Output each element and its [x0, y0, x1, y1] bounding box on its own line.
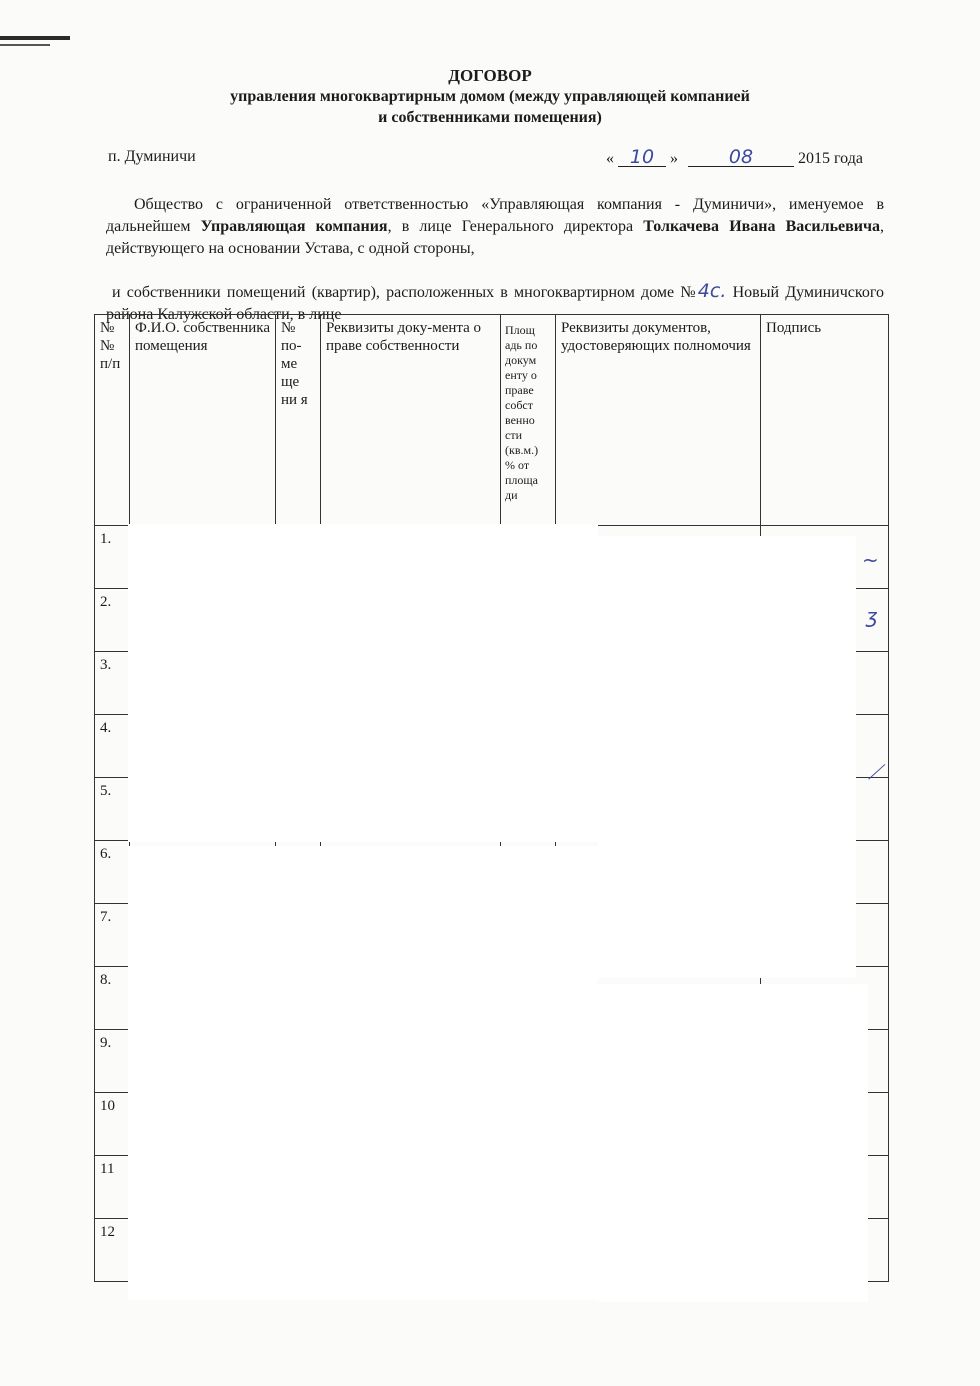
row-number: 2.	[95, 589, 130, 652]
date-day: 10	[618, 148, 666, 167]
owners-text-2: Новый Думиничского района Калужской области, в лице	[106, 284, 884, 323]
house-number: 4с.	[697, 280, 727, 302]
col-header-area: Площ адь по докум енту о праве собст венно сти (кв.м.) % от площа ди	[501, 315, 556, 526]
row-number: 10	[95, 1093, 130, 1156]
owners-text-1: и собственники помещений (квартир), расположенных в многоквартирном доме №	[112, 284, 698, 301]
redaction-block	[598, 536, 856, 978]
contract-preamble	[106, 194, 884, 260]
handwritten-mark: ⟋	[868, 760, 882, 784]
col-header-room: № по-ме ще ни я	[276, 315, 321, 526]
row-number: 3.	[95, 652, 130, 715]
preamble-text-1: Общество с ограниченной ответственностью «Управляющая компания - Думиничи», именуемое в дальнейшем	[106, 196, 884, 235]
col-header-owner: Ф.И.О. собственника помещения	[130, 315, 276, 526]
date-open-quote: «	[606, 150, 614, 167]
director-name: Ивана Васильевича	[729, 218, 881, 235]
row-number: 12	[95, 1219, 130, 1282]
table-header-row	[95, 315, 889, 526]
redaction-block	[128, 846, 598, 1300]
scan-edge-mark	[0, 36, 70, 40]
preamble-text-2: , в лице Генерального директора	[387, 218, 644, 235]
date-year: 2015 года	[798, 150, 863, 167]
row-number: 5.	[95, 778, 130, 841]
row-number: 6.	[95, 841, 130, 904]
contract-date	[606, 148, 863, 168]
document-title: ДОГОВОР	[448, 66, 532, 85]
preamble-text-3: , действующего на основании Устава, с одной стороны,	[106, 218, 885, 257]
document-subtitle-line2: и собственниками помещения)	[378, 109, 602, 126]
col-header-signature: Подпись	[761, 315, 889, 526]
row-number: 8.	[95, 967, 130, 1030]
col-header-ownership-doc: Реквизиты доку-мента о праве собственности	[321, 315, 501, 526]
handwritten-mark: ʒ	[866, 604, 878, 628]
date-month: 08	[688, 148, 794, 167]
col-header-authority: Реквизиты документов, удостоверяющих полномочия	[556, 315, 761, 526]
company-designation: Управляющая компания	[200, 218, 388, 235]
row-number: 7.	[95, 904, 130, 967]
row-number: 11	[95, 1156, 130, 1219]
redaction-block	[598, 984, 868, 1302]
document-subtitle-line1: управления многоквартирным домом (между управляющей компанией	[230, 88, 750, 105]
row-number: 4.	[95, 715, 130, 778]
redaction-block	[128, 524, 598, 842]
row-number: 9.	[95, 1030, 130, 1093]
col-header-number: № № п/п	[95, 315, 130, 526]
scan-edge-mark	[0, 44, 50, 46]
director-surname: Толкачева	[643, 218, 720, 235]
row-number: 1.	[95, 526, 130, 589]
handwritten-mark: ~	[862, 548, 879, 572]
place-of-signing: п. Думиничи	[108, 148, 196, 165]
date-close-quote: »	[670, 150, 678, 167]
